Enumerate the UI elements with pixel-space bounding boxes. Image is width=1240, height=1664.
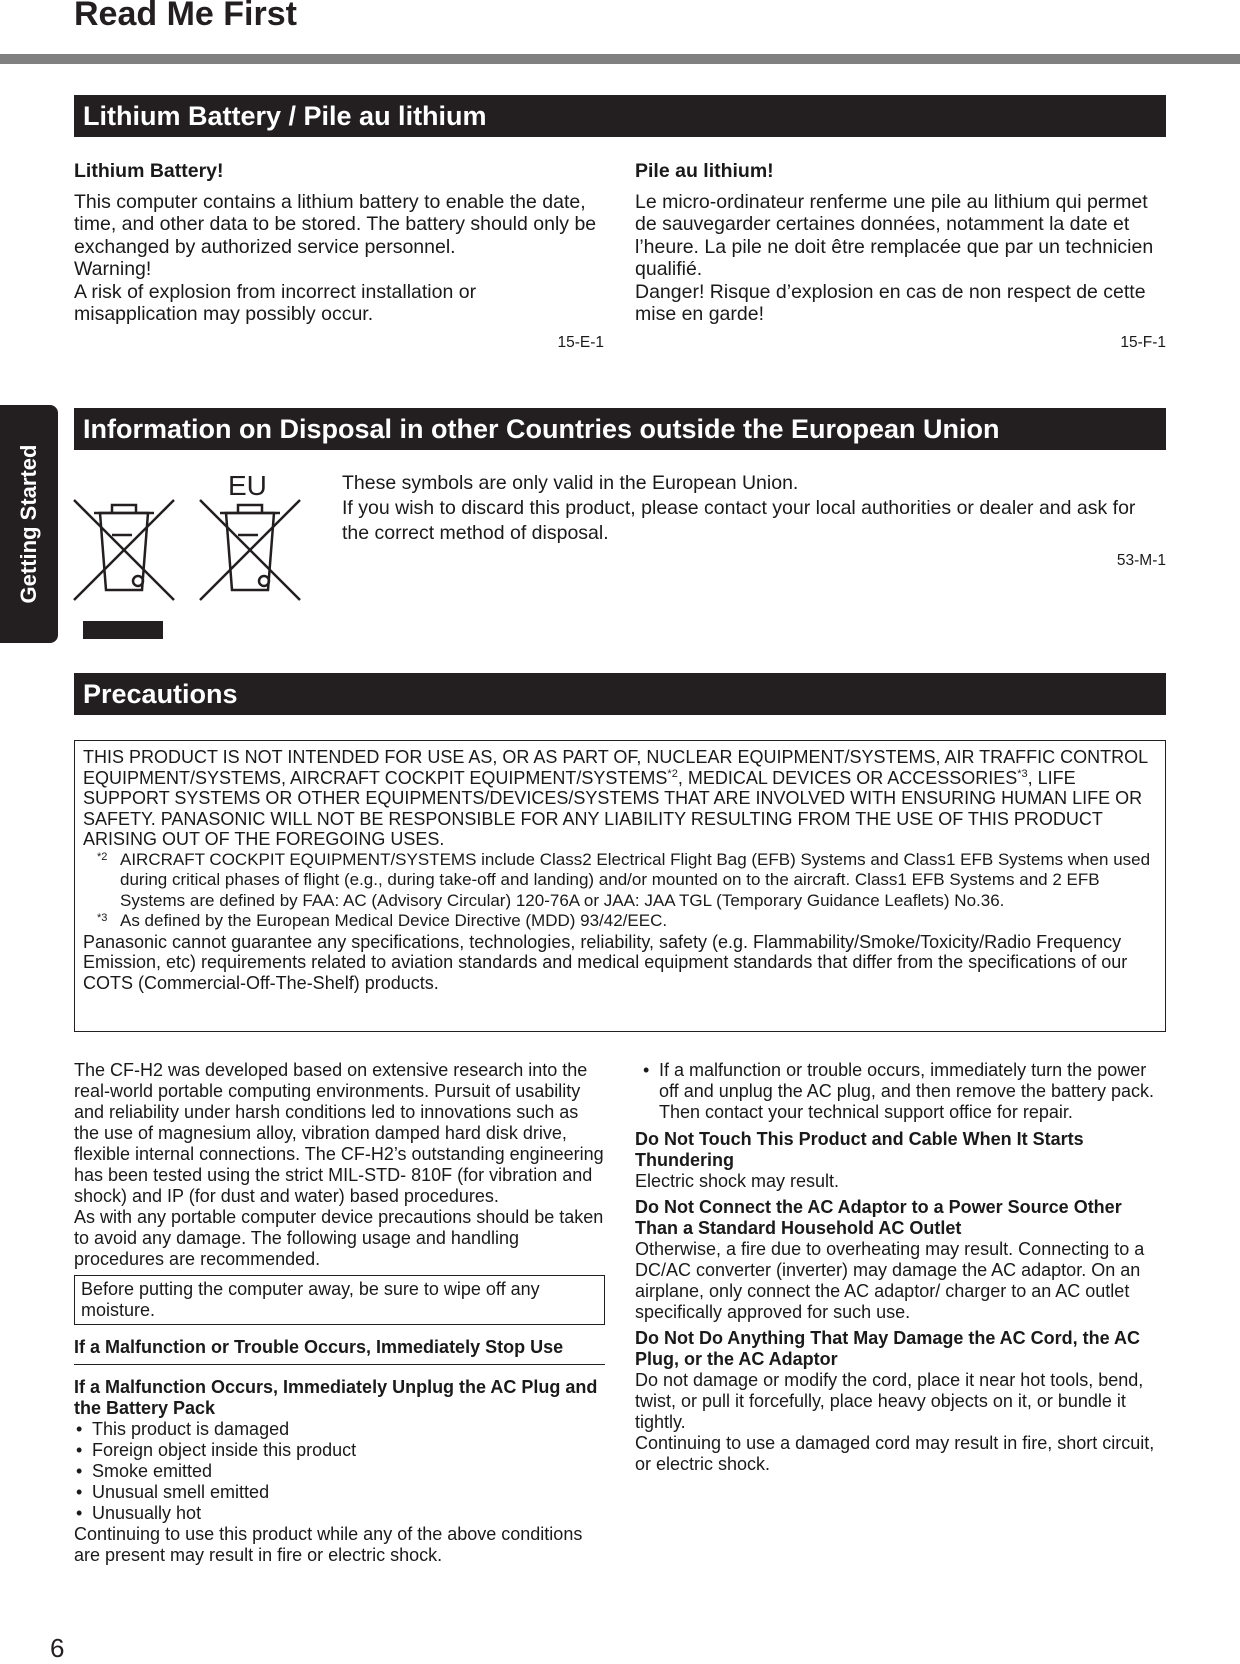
footnote-2 (83, 850, 1157, 912)
ac-cord-warning: Continuing to use a damaged cord may result in fire, short circuit, or electric shock. (635, 1433, 1155, 1474)
disposal-code: 53-M-1 (1116, 552, 1166, 569)
footnote-3 (83, 911, 1157, 932)
list-item: • If a malfunction or trouble occurs, immediately turn the power off and unplug the AC plug, and then remove the battery pack. Then contact your technical support office for repair. (641, 1060, 1166, 1123)
page-title: Read Me First (74, 0, 297, 33)
list-item: • Unusually hot (74, 1503, 605, 1524)
side-tab (0, 405, 58, 643)
power-source-heading: Do Not Connect the AC Adaptor to a Power Source Other Than a Standard Household AC Outlet (635, 1197, 1122, 1238)
lithium-fr-danger: Danger! Risque d’explosion en cas de non respect de cette mise en garde! (635, 280, 1146, 325)
page-number: 6 (50, 1633, 65, 1663)
ac-cord-heading: Do Not Do Anything That May Damage the AC Cord, the AC Plug, or the AC Adaptor (635, 1328, 1141, 1369)
power-source-text: Otherwise, a fire due to overheating may result. Connecting to a DC/AC converter (inverter) may damage the AC adaptor. On an airplane, only connect the AC adaptor/ charger to an AC outlet specifically approved for such use. (635, 1239, 1145, 1322)
disposal-section-heading: Information on Disposal in other Countries outside the European Union (74, 408, 1166, 450)
stop-use-heading: If a Malfunction or Trouble Occurs, Immediately Stop Use (74, 1337, 605, 1365)
unplug-heading: If a Malfunction Occurs, Immediately Unplug the AC Plug and the Battery Pack (74, 1377, 598, 1418)
lithium-en-column (74, 160, 604, 354)
lithium-fr-column (635, 160, 1166, 354)
weee-bin-icons (72, 465, 312, 645)
list-item: • Smoke emitted (74, 1461, 605, 1482)
header-rule (0, 54, 1240, 64)
precautions-disclaimer (83, 747, 1157, 850)
footnote-mark-2: *2 (667, 767, 678, 780)
continuing-warning: Continuing to use this product while any of the above conditions are present may result in fire or electric shock. (74, 1524, 583, 1565)
disposal-text-1: These symbols are only valid in the European Union. (342, 472, 799, 494)
crossed-bin-eu-icon (200, 500, 300, 600)
list-item: • Foreign object inside this product (74, 1440, 605, 1461)
footnote-mark-3: *3 (1017, 767, 1028, 780)
side-tab-label: Getting Started (16, 444, 41, 604)
lithium-en-risk: A risk of explosion from incorrect installation or misapplication may possibly occur. (74, 280, 477, 325)
disclaimer-part-a: THIS PRODUCT IS NOT INTENDED FOR USE AS, OR AS PART OF, NUCLEAR EQUIPMENT/SYSTEMS, AIR TRAFFIC CONTROL EQUIPMENT/SYSTEMS, AIRCRAFT COCKPIT EQUIPMENT/SYSTEMS (83, 747, 1148, 788)
list-item: • Unusual smell emitted (74, 1482, 605, 1503)
disclaimer-part-b: , MEDICAL DEVICES OR ACCESSORIES (677, 767, 1018, 788)
lithium-en-text: This computer contains a lithium battery to enable the date, time, and other data to be stored. The battery should only be exchanged by authorized service personnel. (74, 190, 597, 258)
precautions-cots-note: Panasonic cannot guarantee any specifications, technologies, reliability, safety (e.g. Flammability/Smoke/Toxicity/Radio Frequency Emission, etc) requirements related to aviation standards and medical equipment standards that differ from the specifications of our COTS (Commercial-Off-The-Shelf) products. (83, 931, 1128, 993)
moisture-note-box: Before putting the computer away, be sure to wipe off any moisture. (74, 1275, 605, 1325)
lithium-en-warning: Warning! (74, 258, 152, 280)
precautions-section-heading: Precautions (74, 673, 1166, 715)
lithium-fr-code: 15-F-1 (1120, 333, 1166, 351)
thunder-heading: Do Not Touch This Product and Cable When It Starts Thundering (635, 1129, 1084, 1170)
footnote-2-mark: *2 (97, 850, 108, 863)
disclaimer-part-c: , LIFE SUPPORT SYSTEMS OR OTHER EQUIPMENTS/DEVICES/SYSTEMS THAT ARE INVOLVED WITH ENSURING HUMAN LIFE OR SAFETY. PANASONIC WILL NOT BE RESPONSIBLE FOR ANY LIABILITY RESULTING FROM THE USE OF THIS PRODUCT ARISING OUT OF THE FOREGOING USES. (83, 767, 1143, 849)
footnote-3-mark: *3 (97, 912, 108, 924)
list-item: • This product is damaged (74, 1419, 605, 1440)
lithium-fr-title: Pile au lithium! (635, 160, 774, 182)
thunder-text: Electric shock may result. (635, 1171, 840, 1191)
eu-label: EU (228, 470, 267, 501)
footnote-3-text: As defined by the European Medical Device Directive (MDD) 93/42/EEC. (120, 911, 668, 930)
bin-underline-bar (83, 621, 163, 639)
footnote-2-text: AIRCRAFT COCKPIT EQUIPMENT/SYSTEMS include Class2 Electrical Flight Bag (EFB) Systems and Class1 EFB Systems when used during critical phases of flight (e.g., during take-off and landing) and/or mounted on to the aircraft. Class1 EFB Systems and 2 EFB Systems are defined by FAA: AC (Advisory Circular) 120-76A or JAA: JAA TGL (Temporary Guidance Leaflets) No.36. (120, 849, 1151, 910)
disposal-text (342, 471, 1166, 573)
lithium-en-title: Lithium Battery! (74, 160, 224, 182)
lithium-section-heading: Lithium Battery / Pile au lithium (74, 95, 1166, 137)
handling-paragraph: As with any portable computer device precautions should be taken to avoid any damage. The following usage and handling procedures are recommended. (74, 1207, 604, 1269)
ac-cord-text: Do not damage or modify the cord, place it near hot tools, bend, twist, or pull it forcefully, place heavy objects on it, or bundle it tightly. (635, 1370, 1144, 1432)
left-column (74, 1060, 605, 1566)
precautions-warning-box (74, 740, 1166, 1032)
lithium-fr-text: Le micro-ordinateur renferme une pile au lithium qui permet de sauvegarder certaines données, notamment la date et l’heure. La pile ne doit être remplacée que par un technicien qualifié. (635, 190, 1154, 280)
crossed-bin-icon (74, 500, 174, 600)
lithium-en-code: 15-E-1 (557, 333, 604, 351)
disposal-text-2: If you wish to discard this product, please contact your local authorities or dealer and ask for the correct method of disposal. (342, 497, 1136, 544)
intro-paragraph: The CF-H2 was developed based on extensive research into the real-world portable computing environments. Pursuit of usability and reliability under harsh conditions led to innovations such as the use of magnesium alloy, vibration damped hard disk drive, flexible internal connections. The CF-H2’s outstanding engineering has been tested using the strict MIL-STD- 810F (for vibration and shock) and IP (for dust and water) based procedures. (74, 1060, 604, 1206)
right-column (635, 1060, 1166, 1475)
